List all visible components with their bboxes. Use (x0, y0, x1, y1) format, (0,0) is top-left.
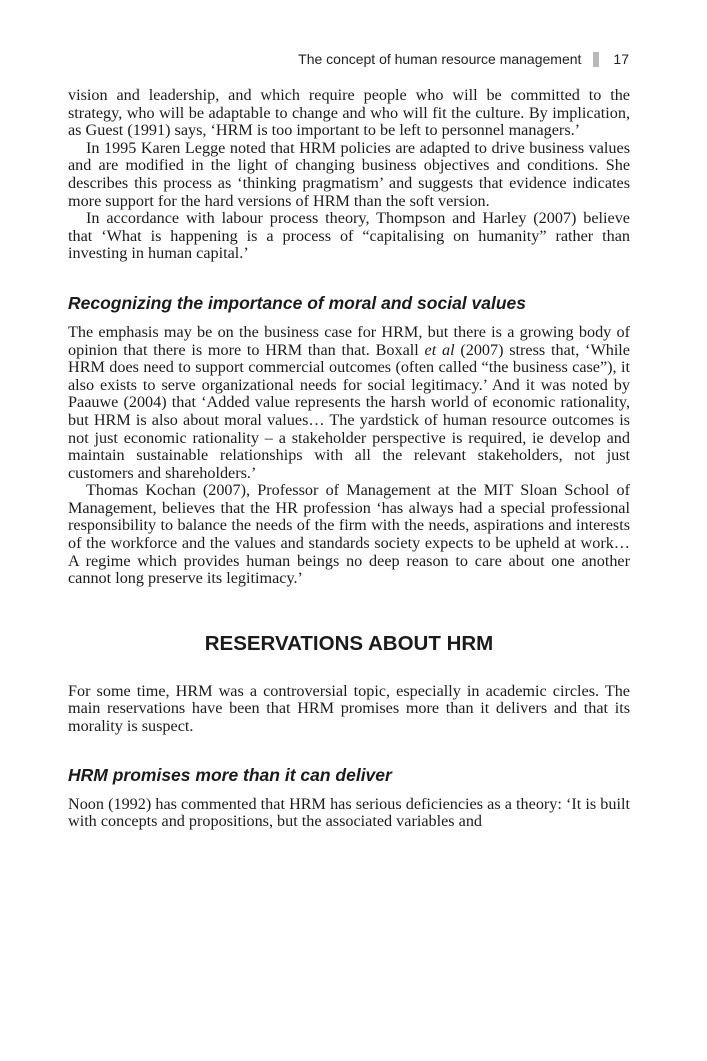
page-number: 17 (613, 51, 629, 67)
paragraph-reservations-intro: For some time, HRM was a controversial topic, especially in academic circles. The main reservations have been that HRM promises more than it delivers and that its morality is suspect. (68, 681, 630, 736)
paragraph-business-case-part2: (2007) stress that, ‘While HRM does need to support commercial outcomes (often called “the business case”), it also exists to serve organizational needs for social legitimacy.’ And it was noted by Paauwe (2004) that ‘Added value represents the harsh world of economic rationality, but HRM is also about moral values… The yardstick of human resource outcomes is not just economic rationality – a stakeholder perspective is required, ie develop and maintain sustainable relationships with all the relevant stakeholders, not just customers and shareholders.’ (68, 340, 630, 482)
page-body (68, 87, 630, 831)
et-al-italic: et al (424, 340, 455, 359)
paragraph-business-case-part1: The emphasis may be on the business case for HRM, but there is a growing body of opinion that there is more to HRM than that. Boxall (68, 322, 630, 359)
paragraph-continued: vision and leadership, and which require people who will be committed to the strategy, who will be adaptable to change and who will fit the culture. By implication, as Guest (1991) says, ‘HRM is too important to be left to personnel managers.’ (68, 86, 630, 140)
paragraph-noon: Noon (1992) has commented that HRM has serious deficiencies as a theory: ‘It is built with concepts and propositions, but the associated variables and (68, 794, 630, 831)
section-heading-reservations: RESERVATIONS ABOUT HRM (204, 631, 494, 655)
running-head-title: The concept of human resource management (298, 51, 582, 67)
paragraph-business-case (68, 324, 630, 482)
subheading-promises-more: HRM promises more than it can deliver (68, 764, 392, 785)
paragraph-legge: In 1995 Karen Legge noted that HRM policies are adapted to drive business values and are modified in the light of changing business objectives and conditions. She describes this process as ‘thinking pragmatism’ and suggests that evidence indicates more support for the hard versions of HRM than the soft version. (68, 138, 630, 210)
subheading-moral-social-values: Recognizing the importance of moral and social values (68, 292, 527, 313)
running-head (298, 51, 629, 67)
running-head-separator (593, 52, 599, 67)
paragraph-kochan: Thomas Kochan (2007), Professor of Management at the MIT Sloan School of Management, believes that the HR profession ‘has always had a special professional responsibility to balance the needs of the firm with the needs, aspirations and interests of the workforce and the values and standards society expects to be upheld at work… A regime which provides human beings no deep reason to care about one another cannot long preserve its legitimacy.’ (68, 481, 630, 588)
paragraph-thompson-harley: In accordance with labour process theory, Thompson and Harley (2007) believe that ‘What is happening is a process of “capitalising on humanity” rather than investing in human capital.’ (68, 209, 630, 263)
